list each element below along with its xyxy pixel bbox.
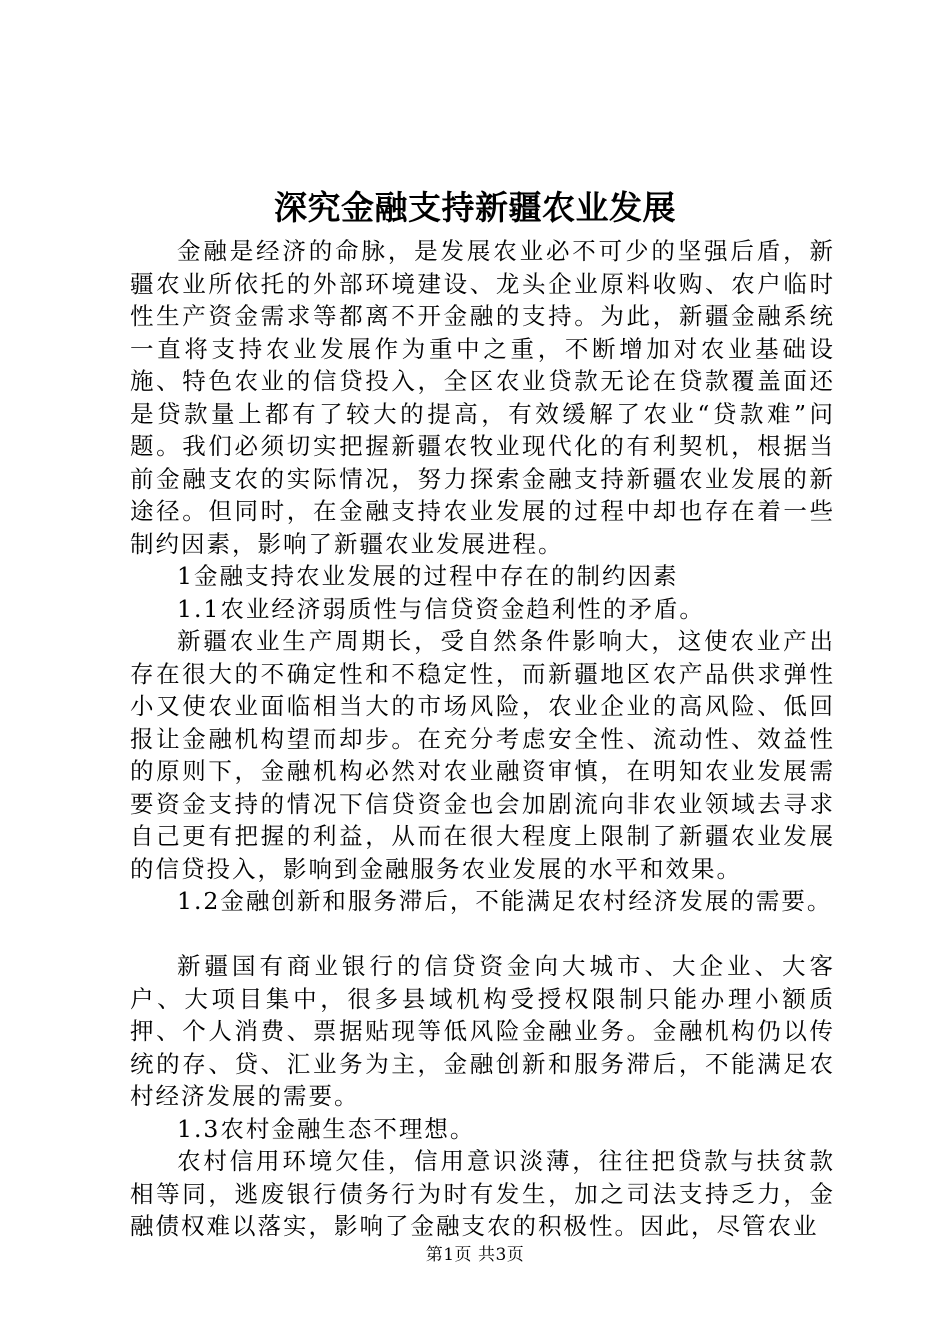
document-title: 深究金融支持新疆农业发展 — [274, 188, 676, 227]
subsection-heading-1-1: 1.1农业经济弱质性与信贷资金趋利性的矛盾。 — [177, 594, 705, 623]
paragraph-1-2: 新疆国有商业银行的信贷资金向大城市、大企业、大客户、大项目集中，很多县域机构受授权限制只能办理小额质押、个人消费、票据贴现等低风险金融业务。金融机构仍以传统的存、贷、汇业务为主，金融创新和服务滞后，不能满足农村经济发展的需要。 — [130, 952, 835, 1110]
paragraph-intro: 金融是经济的命脉，是发展农业必不可少的坚强后盾，新疆农业所依托的外部环境建设、龙头企业原料收购、农户临时性生产资金需求等都离不开金融的支持。为此，新疆金融系统一直将支持农业发展作为重中之重，不断增加对农业基础设施、特色农业的信贷投入，全区农业贷款无论在贷款覆盖面还是贷款量上都有了较大的提高，有效缓解了农业“贷款难”问题。我们必须切实把握新疆农牧业现代化的有利契机，根据当前金融支农的实际情况，努力探索金融支持新疆农业发展的新途径。但同时，在金融支持农业发展的过程中却也存在着一些制约因素，影响了新疆农业发展进程。 — [130, 237, 835, 558]
page-footer: 第1页 共3页 — [425, 1245, 525, 1265]
paragraph-1-1: 新疆农业生产周期长，受自然条件影响大，这使农业产出存在很大的不确定性和不稳定性，而新疆地区农产品供求弹性小又使农业面临相当大的市场风险，农业企业的高风险、低回报让金融机构望而却步。在充分考虑安全性、流动性、效益性的原则下，金融机构必然对农业融资审慎，在明知农业发展需要资金支持的情况下信贷资金也会加剧流向非农业领域去寻求自己更有把握的利益，从而在很大程度上限制了新疆农业发展的信贷投入，影响到金融服务农业发展的水平和效果。 — [130, 627, 835, 883]
paragraph-spacer — [130, 918, 835, 951]
paragraph-1-3: 农村信用环境欠佳，信用意识淡薄，往往把贷款与扶贫款相等同，逃废银行债务行为时有发生，加之司法支持乏力，金融债权难以落实，影响了金融支农的积极性。因此，尽管农业 — [130, 1147, 835, 1240]
document-body — [130, 235, 835, 1243]
subsection-heading-1-2: 1.2金融创新和服务滞后，不能满足农村经济发展的需要。 — [177, 887, 833, 915]
subsection-heading-1-3: 1.3农村金融生态不理想。 — [177, 1114, 476, 1143]
section-heading-1: 1金融支持农业发展的过程中存在的制约因素 — [177, 562, 679, 590]
